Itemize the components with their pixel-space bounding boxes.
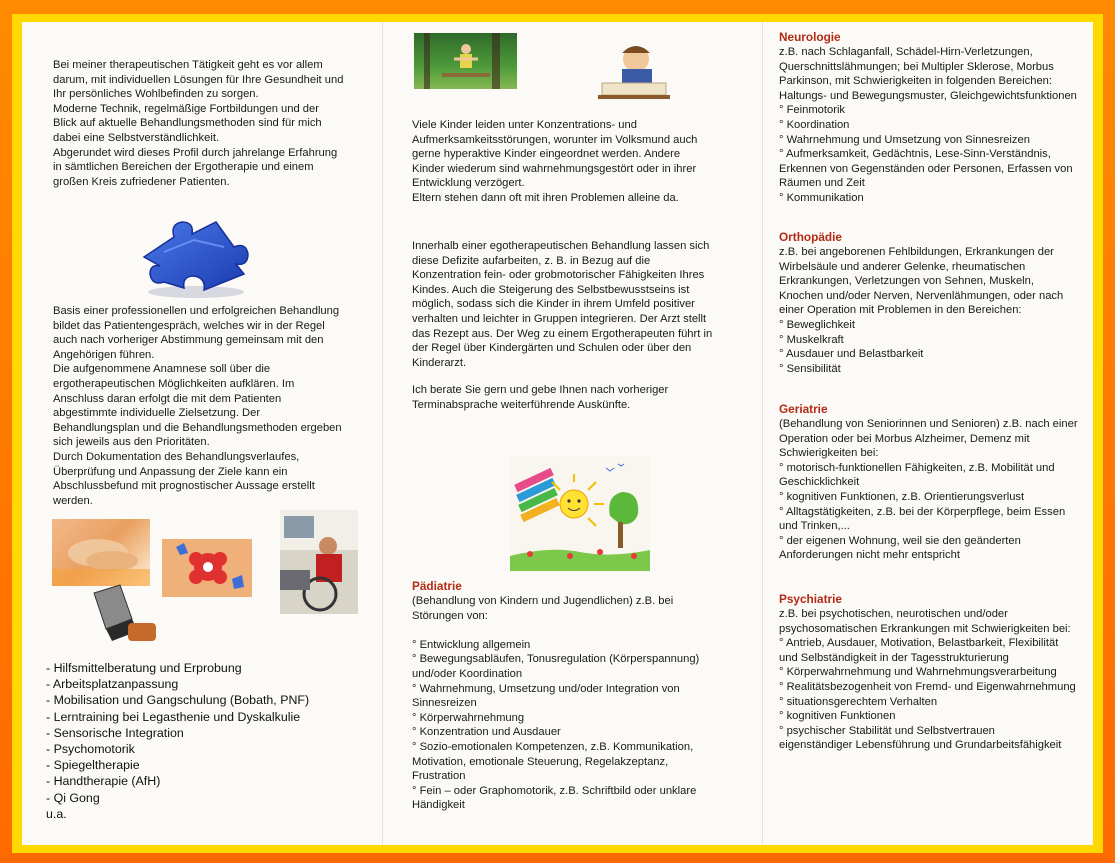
child-balancing-photo xyxy=(414,33,517,89)
text-line: - Arbeitsplatzanpassung xyxy=(46,677,179,692)
text-line: ° Wahrnehmung und Umsetzung von Sinnesreizen xyxy=(779,133,1030,146)
text-line: Bei meiner therapeutischen Tätigkeit geht es vor allem xyxy=(53,59,323,71)
text-line: ° Beweglichkeit xyxy=(779,318,855,331)
text-line: ° Kommunikation xyxy=(779,191,864,204)
text-line: ° Aufmerksamkeit, Gedächtnis, Lese-Sinn-Verständnis, xyxy=(779,148,1051,161)
text-line: ° situationsgerechtem Verhalten xyxy=(779,695,938,708)
text-line: ° Ausdauer und Belastbarkeit xyxy=(779,348,924,361)
text-line: ° Körperwahrnehmung und Wahrnehmungsverarbeitung xyxy=(779,666,1057,679)
text-line: Basis einer professionellen und erfolgreichen Behandlung xyxy=(53,305,340,317)
text-line: diese Defizite aufarbeiten, z. B. in Bezug auf die xyxy=(412,254,651,267)
column-left xyxy=(22,22,382,845)
text-line: möglich, sodass sich die Kinder in ihrem Umfeld positiver xyxy=(412,298,695,311)
text-line: Ihr persönliches Wohlbefinden zu sorgen. xyxy=(53,88,259,101)
wheelchair-photo xyxy=(280,510,358,614)
text-line: - Psychomotorik xyxy=(46,742,135,757)
text-line: - Sensorische Integration xyxy=(46,725,184,740)
orthopaedie-list xyxy=(779,245,1063,376)
text-line: - Mobilisation und Gangschulung (Bobath, PNF) xyxy=(46,693,310,708)
intro-paragraph xyxy=(53,58,343,189)
text-line: Innerhalb einer egotherapeutischen Behandlung lassen sich xyxy=(412,240,710,252)
text-line: - Hilfsmittelberatung und Erprobung xyxy=(46,661,242,675)
text-line: Überprüfung und Anpassung der Ziele kann ein xyxy=(53,465,288,478)
text-line: ° motorisch-funktionellen Fähigkeiten, z.B. Mobilität und xyxy=(779,461,1055,474)
text-line: Viele Kinder leiden unter Konzentrations- und xyxy=(412,119,637,131)
puzzle-piece-image xyxy=(134,212,254,302)
text-line: Kinderarzt. xyxy=(412,356,467,369)
text-line: z.B. bei psychotischen, neurotischen und/oder xyxy=(779,608,1008,620)
text-line xyxy=(412,623,699,638)
psychiatrie-list xyxy=(779,607,1076,753)
text-line: - Lerntraining bei Legasthenie und Dyskalkulie xyxy=(46,709,301,724)
text-line: verhalten und leichter in Gruppen integrieren. Der Arzt stellt xyxy=(412,312,707,325)
text-line: - Spiegeltherapie xyxy=(46,758,140,773)
text-line: ° kognitiven Funktionen, z.B. Orientierungsverlust xyxy=(779,490,1025,503)
text-line: und/oder Koordination xyxy=(412,667,523,680)
text-line: ° kognitiven Funktionen xyxy=(779,710,896,723)
text-line: der Regel über Kindergärten und Schulen oder über den xyxy=(412,342,692,355)
text-line: ° der eigenen Wohnung, weil sie den geänderten xyxy=(779,534,1021,547)
text-line: Eltern stehen dann oft mit ihren Problemen alleine da. xyxy=(412,191,679,204)
paediatrie-heading: Pädiatrie xyxy=(412,579,462,593)
text-line: ° Antrieb, Ausdauer, Motivation, Belastbarkeit, Flexibilität xyxy=(779,637,1059,650)
text-line: ° Wahrnehmung, Umsetzung und/oder Integration von xyxy=(412,682,680,695)
text-line: sich jeweils aus den Prioritäten. xyxy=(53,436,210,449)
text-line: Anschluss daran erfolgt die mit dem Patienten xyxy=(53,392,282,405)
inner-frame xyxy=(12,14,1103,853)
services-list xyxy=(46,660,309,822)
text-line: z.B. bei angeborenen Fehlbildungen, Erkrankungen der xyxy=(779,246,1054,258)
text-line: Wirbelsäule und anderer Gelenke, rheumatischen xyxy=(779,260,1026,273)
text-line: Konzentration fein- oder grobmotorischer Fähigkeiten Ihres xyxy=(412,269,705,282)
text-line: Räumen und Zeit xyxy=(779,177,865,190)
text-line: ° Alltagstätigkeiten, z.B. bei der Körperpflege, beim Essen xyxy=(779,505,1066,518)
text-line: Erkrankungen, Verletzungen von Sehnen, Muskeln, xyxy=(779,275,1034,288)
brochure-page xyxy=(22,22,1093,845)
text-line: Kindes. Auch die Steigerung des Selbstbewusstseins ist xyxy=(412,283,690,296)
text-line: Knochen und/oder Nerven, Nervenlähmungen, oder nach xyxy=(779,289,1064,302)
text-line: Abschlussbefund mit prognostischer Aussage erstellt xyxy=(53,480,315,493)
neurologie-heading: Neurologie xyxy=(779,30,841,44)
column-middle xyxy=(382,22,762,845)
text-line: (Behandlung von Kindern und Jugendlichen) z.B. bei xyxy=(412,595,674,607)
text-line: ° psychischer Stabilität und Selbstvertrauen xyxy=(779,724,995,737)
text-line: Anforderungen nicht mehr entspricht xyxy=(779,549,960,562)
text-line: (Behandlung von Seniorinnen und Senioren) z.B. nach einer xyxy=(779,418,1078,430)
text-line: großen Kreis zufriedener Patienten. xyxy=(53,175,230,188)
text-line: Entwicklung verzögert. xyxy=(412,177,525,190)
text-line: das Rezept aus. Der Weg zu einem Ergotherapeuten führt in xyxy=(412,327,713,340)
text-line: Frustration xyxy=(412,770,466,783)
text-line: abgestimmte individuelle Zielsetzung. Der xyxy=(53,407,261,420)
behandlung-paragraph xyxy=(412,239,712,370)
text-line: eigenständiger Lebensführung und Grundarbeitsfähigkeit xyxy=(779,739,1062,752)
text-line: Die aufgenommene Anamnese soll über die xyxy=(53,363,271,376)
geriatrie-list xyxy=(779,417,1078,563)
text-line: Abgerundet wird dieses Profil durch jahrelange Erfahrung xyxy=(53,146,338,159)
text-line: Störungen von: xyxy=(412,609,488,622)
text-line: Schwierigkeiten bei: xyxy=(779,447,879,460)
text-line: ° Entwicklung allgemein xyxy=(412,638,531,651)
kinder-paragraph xyxy=(412,118,697,206)
text-line: in sämtlichen Bereichen der Ergotherapie und einem xyxy=(53,161,314,174)
flower-puzzle-photo xyxy=(162,539,252,597)
text-line: auch nach vorheriger Abstimmung gemeinsam mit den xyxy=(53,334,324,347)
text-line: Geschicklichkeit xyxy=(779,476,860,489)
text-line: Kinder wiederum sind wahrnehmungsgestört oder in ihrer xyxy=(412,162,697,175)
text-line: ° Sensibilität xyxy=(779,362,841,375)
orthopaedie-heading: Orthopädie xyxy=(779,230,842,244)
text-line: Aufmerksamkeitsstörungen, worunter im Volksmund auch xyxy=(412,133,698,146)
hand-therapy-photo xyxy=(52,519,150,586)
text-line: ° Fein – oder Graphomotorik, z.B. Schriftbild oder unklare xyxy=(412,784,697,797)
text-line: z.B. nach Schlaganfall, Schädel-Hirn-Verletzungen, xyxy=(779,46,1033,58)
text-line: ° Körperwahrnehmung xyxy=(412,711,525,724)
text-line: Ich berate Sie gern und gebe Ihnen nach vorheriger xyxy=(412,384,669,396)
psychiatrie-heading: Psychiatrie xyxy=(779,592,842,606)
text-line: u.a. xyxy=(46,806,67,821)
text-line: - Qi Gong xyxy=(46,790,100,805)
text-line: Parkinson, mit Schwierigkeiten in folgenden Bereichen: xyxy=(779,75,1053,88)
basis-paragraph xyxy=(53,304,342,508)
text-line: ergotherapeutischen Möglichkeiten aufklären. Im xyxy=(53,377,295,390)
text-line: einer Operation mit Problemen in den Bereichen: xyxy=(779,304,1022,317)
hand-cast-photo xyxy=(84,579,158,649)
neurologie-list xyxy=(779,45,1077,206)
text-line: bildet das Patientengespräch, welches wir in der Regel xyxy=(53,319,325,332)
geriatrie-heading: Geriatrie xyxy=(779,402,828,416)
text-line: Erkennen von Gegenständen oder Personen, Erfassen von xyxy=(779,162,1073,175)
text-line: und Trinken,... xyxy=(779,520,850,533)
text-line: gerne hyperaktive Kinder eingeordnet werden. Andere xyxy=(412,148,681,161)
text-line: ° Bewegungsabläufen, Tonusregulation (Körperspannung) xyxy=(412,653,700,666)
text-line: dabei eine Selbstverständlichkeit. xyxy=(53,131,220,144)
column-right xyxy=(762,22,1093,845)
text-line: werden. xyxy=(53,494,93,507)
paediatrie-list xyxy=(412,594,699,813)
text-line: psychosomatischen Erkrankungen mit Schwierigkeiten bei: xyxy=(779,622,1071,635)
child-drawing-image xyxy=(510,456,650,571)
text-line: ° Muskelkraft xyxy=(779,333,844,346)
text-line: Terminabsprache weiterführende Auskünfte. xyxy=(412,398,631,411)
frustrated-child-photo xyxy=(594,37,672,99)
text-line: Sinnesreizen xyxy=(412,697,477,710)
beratung-paragraph xyxy=(412,383,668,412)
text-line: - Handtherapie (AfH) xyxy=(46,774,161,789)
text-line: Angehörigen führen. xyxy=(53,348,155,361)
text-line: Moderne Technik, regelmäßige Fortbildungen und der xyxy=(53,102,319,115)
text-line: Behandlungsplan und die Behandlungsmethoden ergeben xyxy=(53,421,342,434)
text-line: ° Sozio-emotionalen Kompetenzen, z.B. Kommunikation, xyxy=(412,740,694,753)
text-line: Händigkeit xyxy=(412,799,465,812)
text-line: und Selbständigkeit in der Tagesstrukturierung xyxy=(779,651,1009,664)
text-line: Querschnittslähmungen; bei Multipler Sklerose, Morbus xyxy=(779,60,1054,73)
text-line: ° Konzentration und Ausdauer xyxy=(412,726,561,739)
text-line: ° Koordination xyxy=(779,118,850,131)
text-line: Durch Dokumentation des Behandlungsverlaufes, xyxy=(53,450,300,463)
text-line: Haltungs- und Bewegungsmuster, Gleichgewichtsfunktionen xyxy=(779,89,1077,102)
text-line: ° Feinmotorik xyxy=(779,104,846,117)
text-line: Motivation, emotionale Steuerung, Regelakzeptanz, xyxy=(412,755,669,768)
text-line: Operation oder bei Morbus Alzheimer, Demenz mit xyxy=(779,432,1030,445)
text-line: Blick auf aktuelle Behandlungsmethoden sind für mich xyxy=(53,117,322,130)
text-line: darum, mit individuellen Lösungen für Ihre Gesundheit und xyxy=(53,73,344,86)
text-line: ° Realitätsbezogenheit von Fremd- und Eigenwahrnehmung xyxy=(779,680,1076,693)
